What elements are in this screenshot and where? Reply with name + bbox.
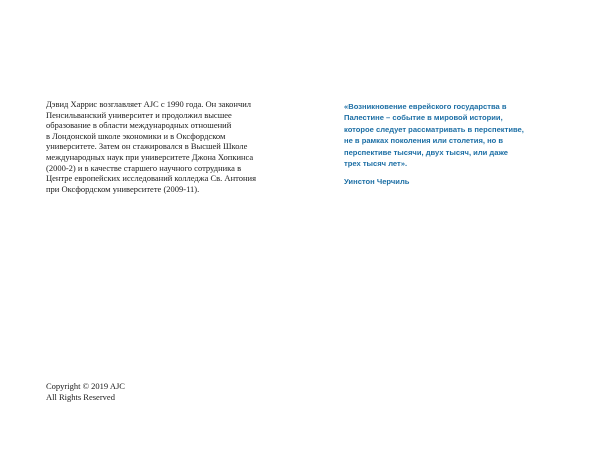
author-bio <box>46 99 308 194</box>
epigraph-quote <box>344 101 574 169</box>
quote-line: которое следует рассматривать в перспективе, <box>344 124 524 134</box>
bio-line: (2000-2) и в качестве старшего научного сотрудника в <box>46 162 242 173</box>
quote-line: перспективе тысячи, двух тысяч, или даже <box>344 147 508 157</box>
bio-line: образование в области международных отношений <box>46 120 232 131</box>
bio-line: Дэвид Харрис возглавляет AJC с 1990 года. Он закончил <box>46 99 252 109</box>
bio-line: при Оксфордском университете (2009-11). <box>46 183 200 194</box>
bio-line: Пенсильванский университет и продолжил высшее <box>46 109 232 120</box>
bio-line: международных наук при университете Джона Хопкинса <box>46 151 254 162</box>
quote-author: Уинстон Черчиль <box>344 177 410 186</box>
bio-line: в Лондонской школе экономики и в Оксфордском <box>46 130 226 141</box>
quote-line: Палестине – событие в мировой истории, <box>344 113 503 123</box>
copyright-line: Copyright © 2019 AJC <box>46 381 125 391</box>
bio-line: университете. Затем он стажировался в Высшей Школе <box>46 141 248 152</box>
copyright-notice <box>46 381 125 402</box>
quote-line: трех тысяч лет». <box>344 159 408 169</box>
quote-line: не в рамках поколения или столетия, но в <box>344 136 504 146</box>
rights-line: All Rights Reserved <box>46 391 115 402</box>
quote-line: «Возникновение еврейского государства в <box>344 102 507 111</box>
bio-line: Центре европейских исследований колледжа Св. Антония <box>46 173 256 184</box>
